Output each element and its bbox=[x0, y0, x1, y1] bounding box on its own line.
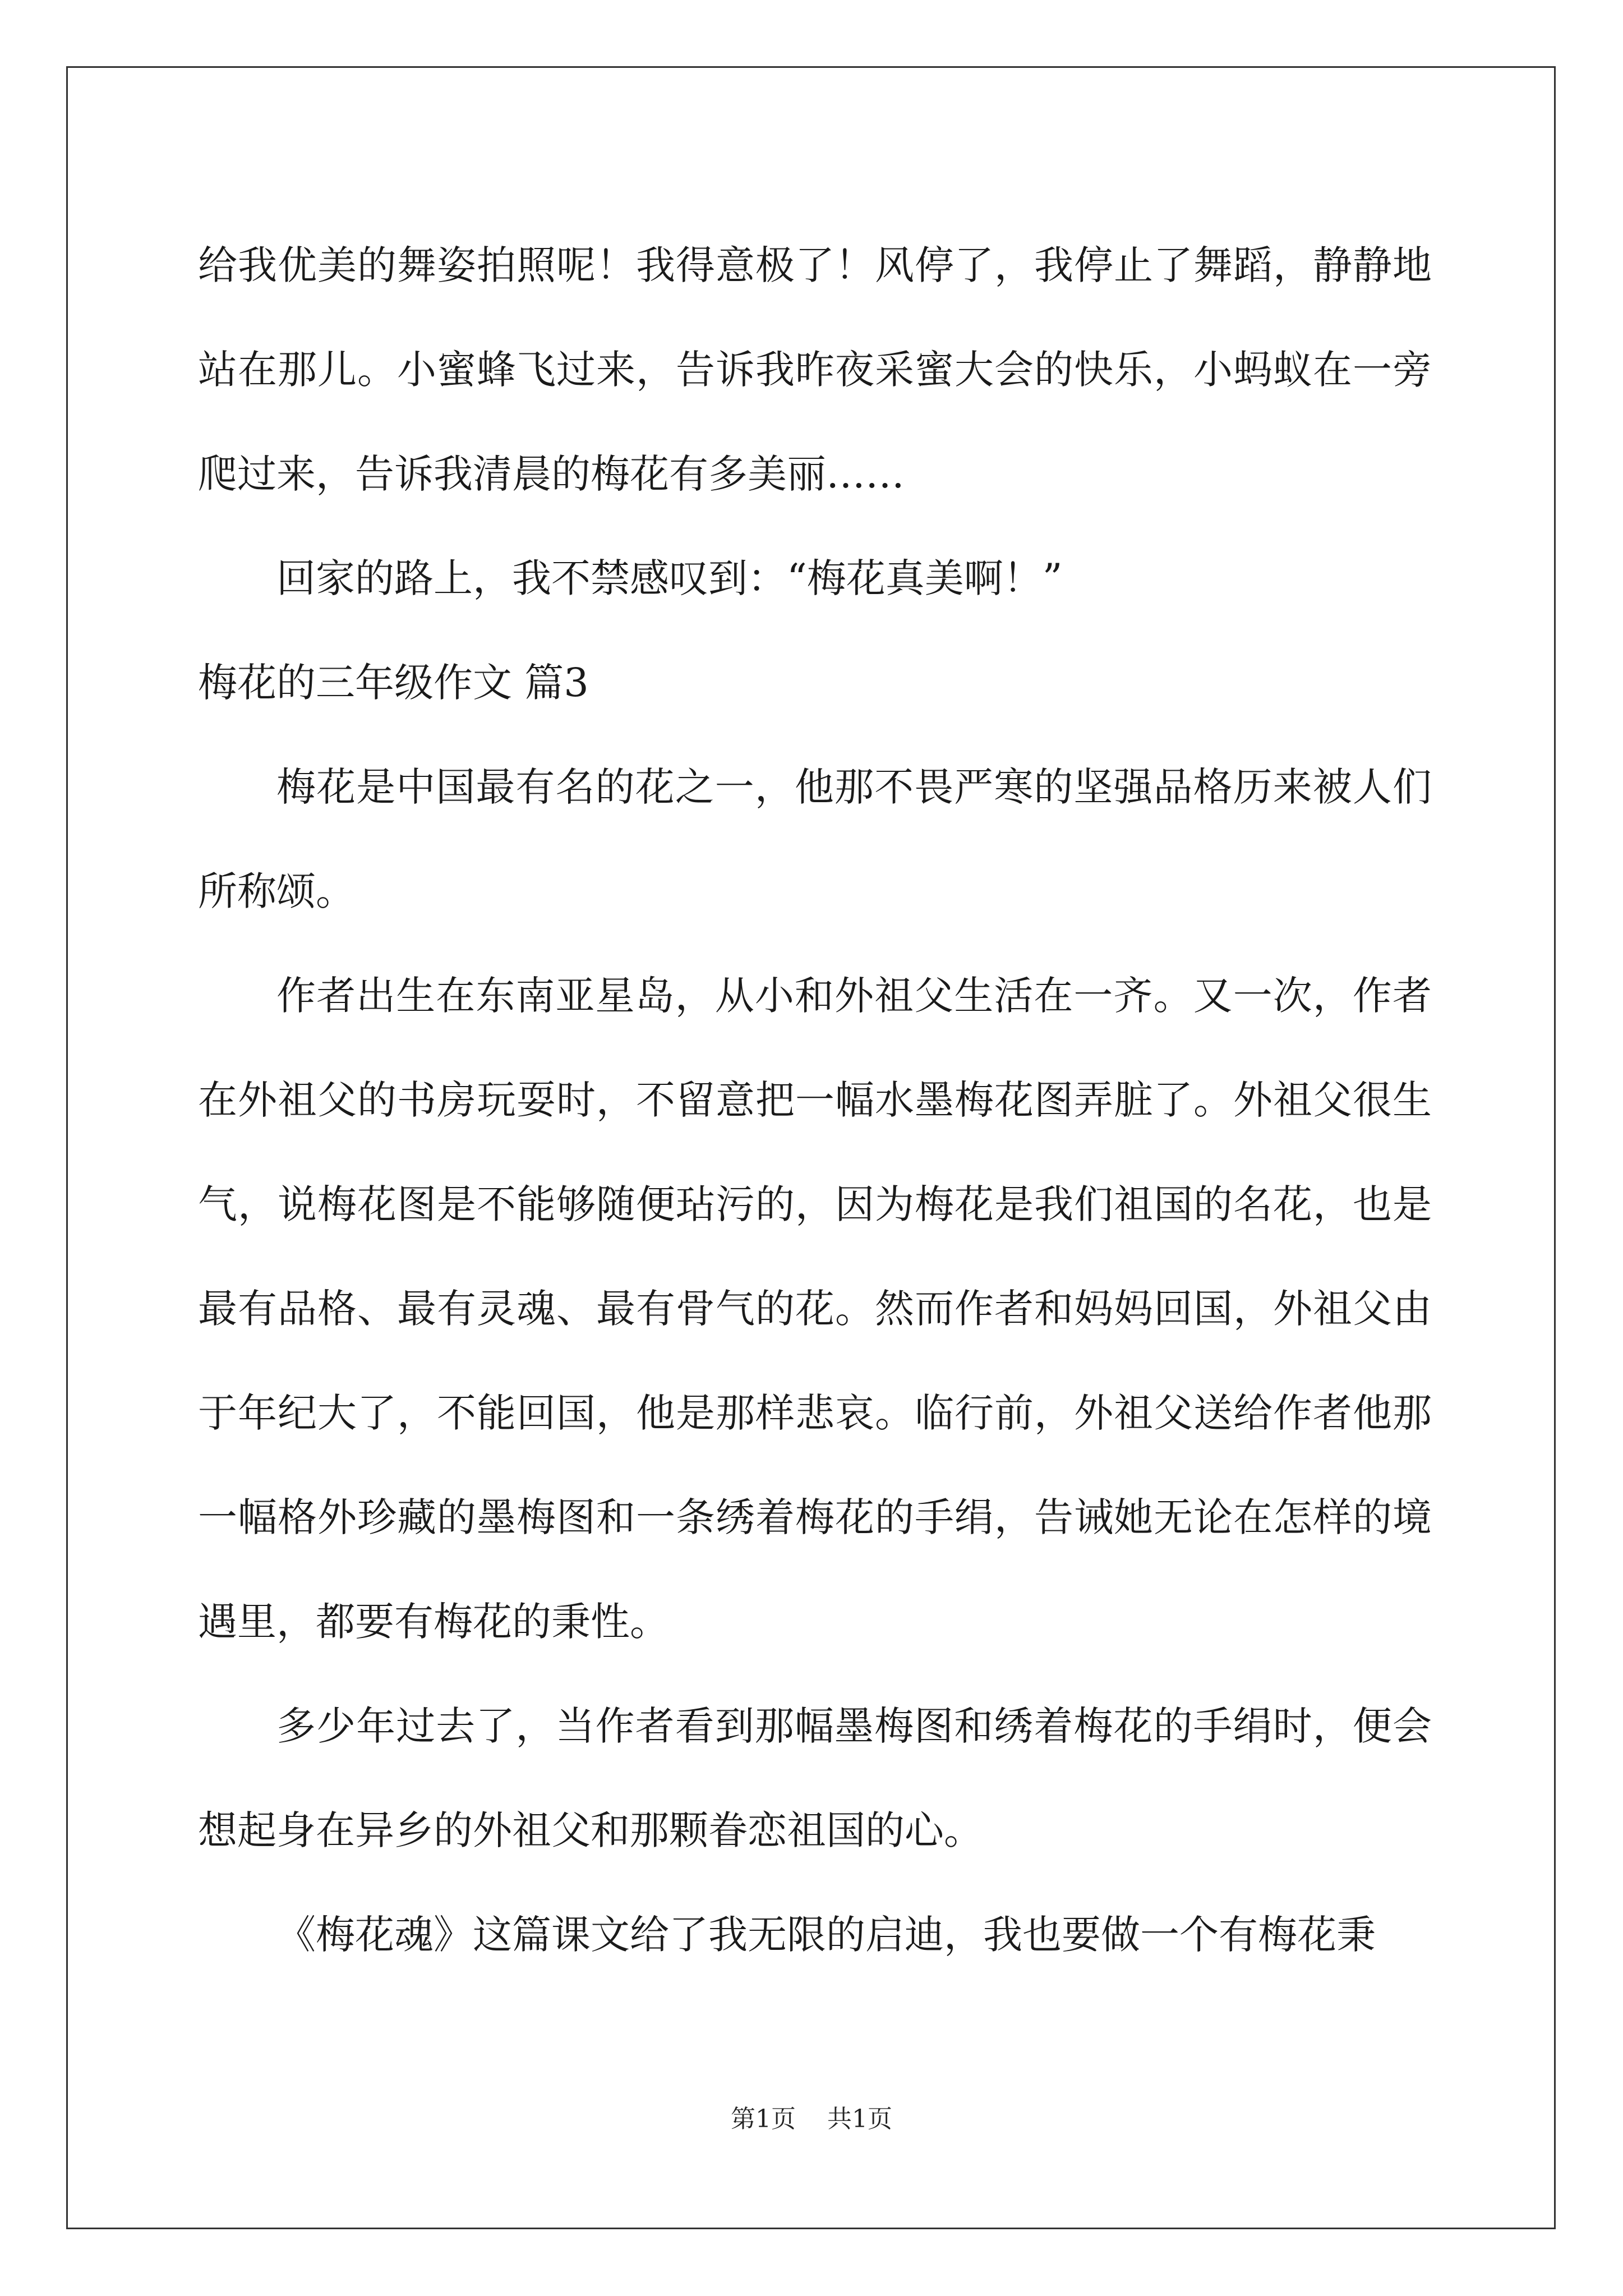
page-number: 第1页 bbox=[731, 2105, 796, 2133]
section-heading: 梅花的三年级作文 篇3 bbox=[198, 660, 589, 706]
document-body bbox=[198, 213, 1432, 1987]
paragraph: 梅花是中国最有名的花之一，他那不畏严寒的坚强品格历来被人们所称颂。 bbox=[198, 764, 1432, 914]
paragraph: 多少年过去了，当作者看到那幅墨梅图和绣着梅花的手绢时，便会想起身在异乡的外祖父和那颗眷恋祖国的心。 bbox=[198, 1703, 1432, 1853]
paragraph: 《梅花魂》这篇课文给了我无限的启迪，我也要做一个有梅花秉 bbox=[276, 1912, 1376, 1958]
page-footer bbox=[0, 2102, 1623, 2136]
paragraph: 作者出生在东南亚星岛，从小和外祖父生活在一齐。又一次，作者在外祖父的书房玩耍时，不留意把一幅水墨梅花图弄脏了。外祖父很生气，说梅花图是不能够随便玷污的，因为梅花是我们祖国的名花，也是最有品格、最有灵魂、最有骨气的花。然而作者和妈妈回国，外祖父由于年纪大了，不能回国，他是那样悲哀。临行前，外祖父送给作者他那一幅格外珍藏的墨梅图和一条绣着梅花的手绢，告诫她无论在怎样的境遇里，都要有梅花的秉性。 bbox=[198, 973, 1432, 1645]
paragraph: 给我优美的舞姿拍照呢！我得意极了！风停了，我停止了舞蹈，静静地站在那儿。小蜜蜂飞过来，告诉我昨夜采蜜大会的快乐，小蚂蚁在一旁爬过来，告诉我清晨的梅花有多美丽…… bbox=[198, 242, 1432, 497]
page-total: 共1页 bbox=[827, 2105, 892, 2133]
paragraph: 回家的路上，我不禁感叹到：“梅花真美啊！” bbox=[276, 555, 1063, 601]
